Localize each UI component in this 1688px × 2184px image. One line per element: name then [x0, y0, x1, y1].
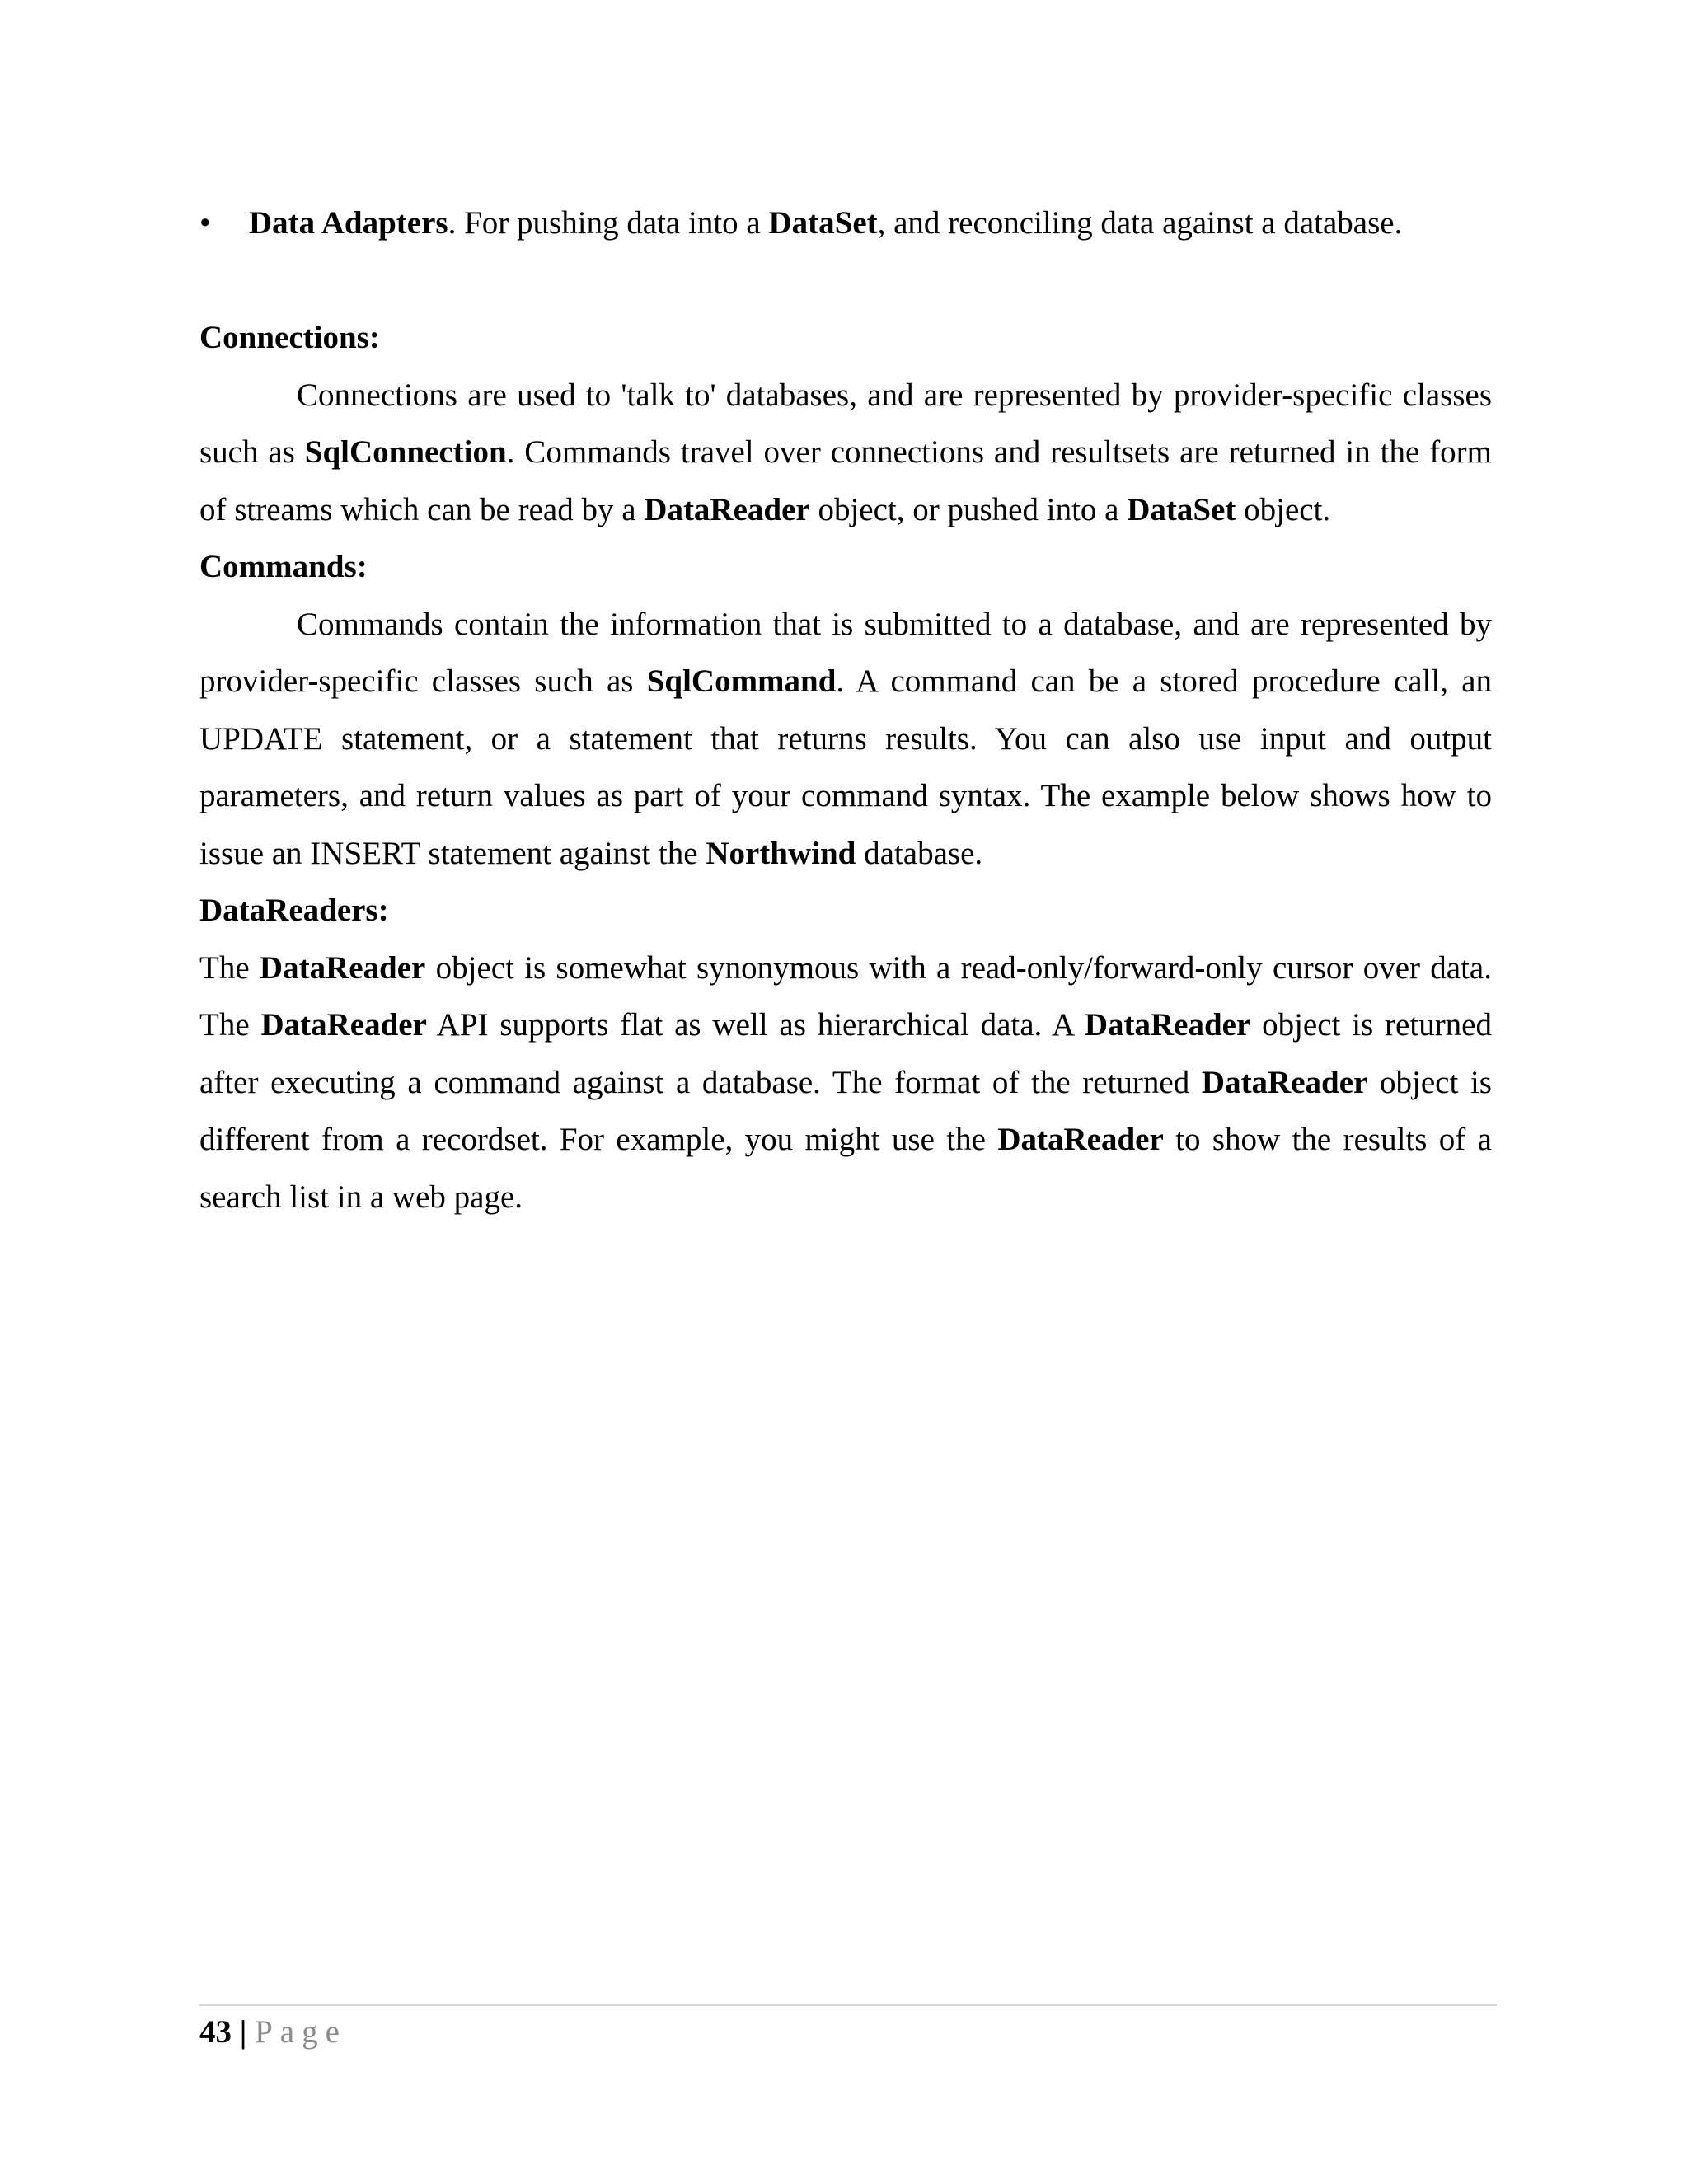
paragraph-text: database. — [856, 835, 983, 871]
page-number: 43 — [199, 2014, 232, 2050]
paragraph-datareaders — [199, 940, 1492, 1226]
bold-term: Northwind — [706, 835, 856, 871]
bullet-term: Data Adapters — [249, 205, 448, 241]
paragraph-text: object is returned after executing a command against a database. The format of the returned — [199, 1007, 1492, 1100]
bullet-icon: • — [199, 205, 211, 241]
bold-term: DataReader — [997, 1122, 1164, 1157]
bold-term: DataReader — [260, 1007, 427, 1043]
bullet-text: . For pushing data into a — [448, 205, 769, 241]
bullet-text: , and reconciling data against a database. — [877, 205, 1403, 241]
bold-term: DataReader — [644, 491, 810, 527]
bold-term: SqlConnection — [304, 434, 507, 470]
paragraph-connections — [199, 367, 1492, 539]
paragraph-text: object, or pushed into a — [809, 491, 1128, 527]
bullet-item-data-adapters — [199, 194, 1492, 252]
paragraph-commands — [199, 596, 1492, 883]
bold-term: DataReader — [1201, 1064, 1368, 1100]
bold-term: DataSet — [1127, 491, 1236, 527]
footer-separator: | — [239, 2014, 247, 2050]
bullet-bold-term: DataSet — [768, 205, 878, 241]
bold-term: DataReader — [259, 949, 426, 986]
paragraph-text: Commands contain the information that is submitted to a database, and are represented by provider-specific classes such as — [199, 606, 1492, 699]
paragraph-text: object. — [1236, 491, 1331, 527]
paragraph-text: API supports flat as well as hierarchical data. A — [426, 1007, 1085, 1043]
page-label: Page — [255, 2014, 347, 2050]
heading-connections: Connections: — [199, 320, 380, 355]
page-content — [199, 194, 1492, 1226]
paragraph-text: . Commands travel over connections and resultsets are returned in the form of streams which can be read by a — [199, 434, 1493, 527]
paragraph-text: to show the results of a search list in a web page. — [199, 1122, 1492, 1215]
page-footer — [199, 2004, 1497, 2052]
paragraph-text: object is different from a recordset. For example, you might use the — [199, 1064, 1492, 1157]
heading-commands: Commands: — [199, 549, 368, 584]
bold-term: DataReader — [1084, 1007, 1251, 1043]
paragraph-text: . A command can be a stored procedure call, an UPDATE statement, or a statement that returns results. You can also use input and output parameters, and return values as part of your command syntax. The example below shows how to issue an INSERT statement against the — [199, 663, 1492, 871]
paragraph-spacer — [199, 252, 1492, 310]
paragraph-text: object is somewhat synonymous with a read-only/forward-only cursor over data. The — [199, 949, 1492, 1043]
paragraph-text: Connections are used to 'talk to' databases, and are represented by provider-specific classes such as — [199, 377, 1492, 470]
heading-datareaders: DataReaders: — [199, 893, 389, 928]
paragraph-text: The — [199, 949, 260, 986]
bold-term: SqlCommand — [646, 663, 837, 699]
